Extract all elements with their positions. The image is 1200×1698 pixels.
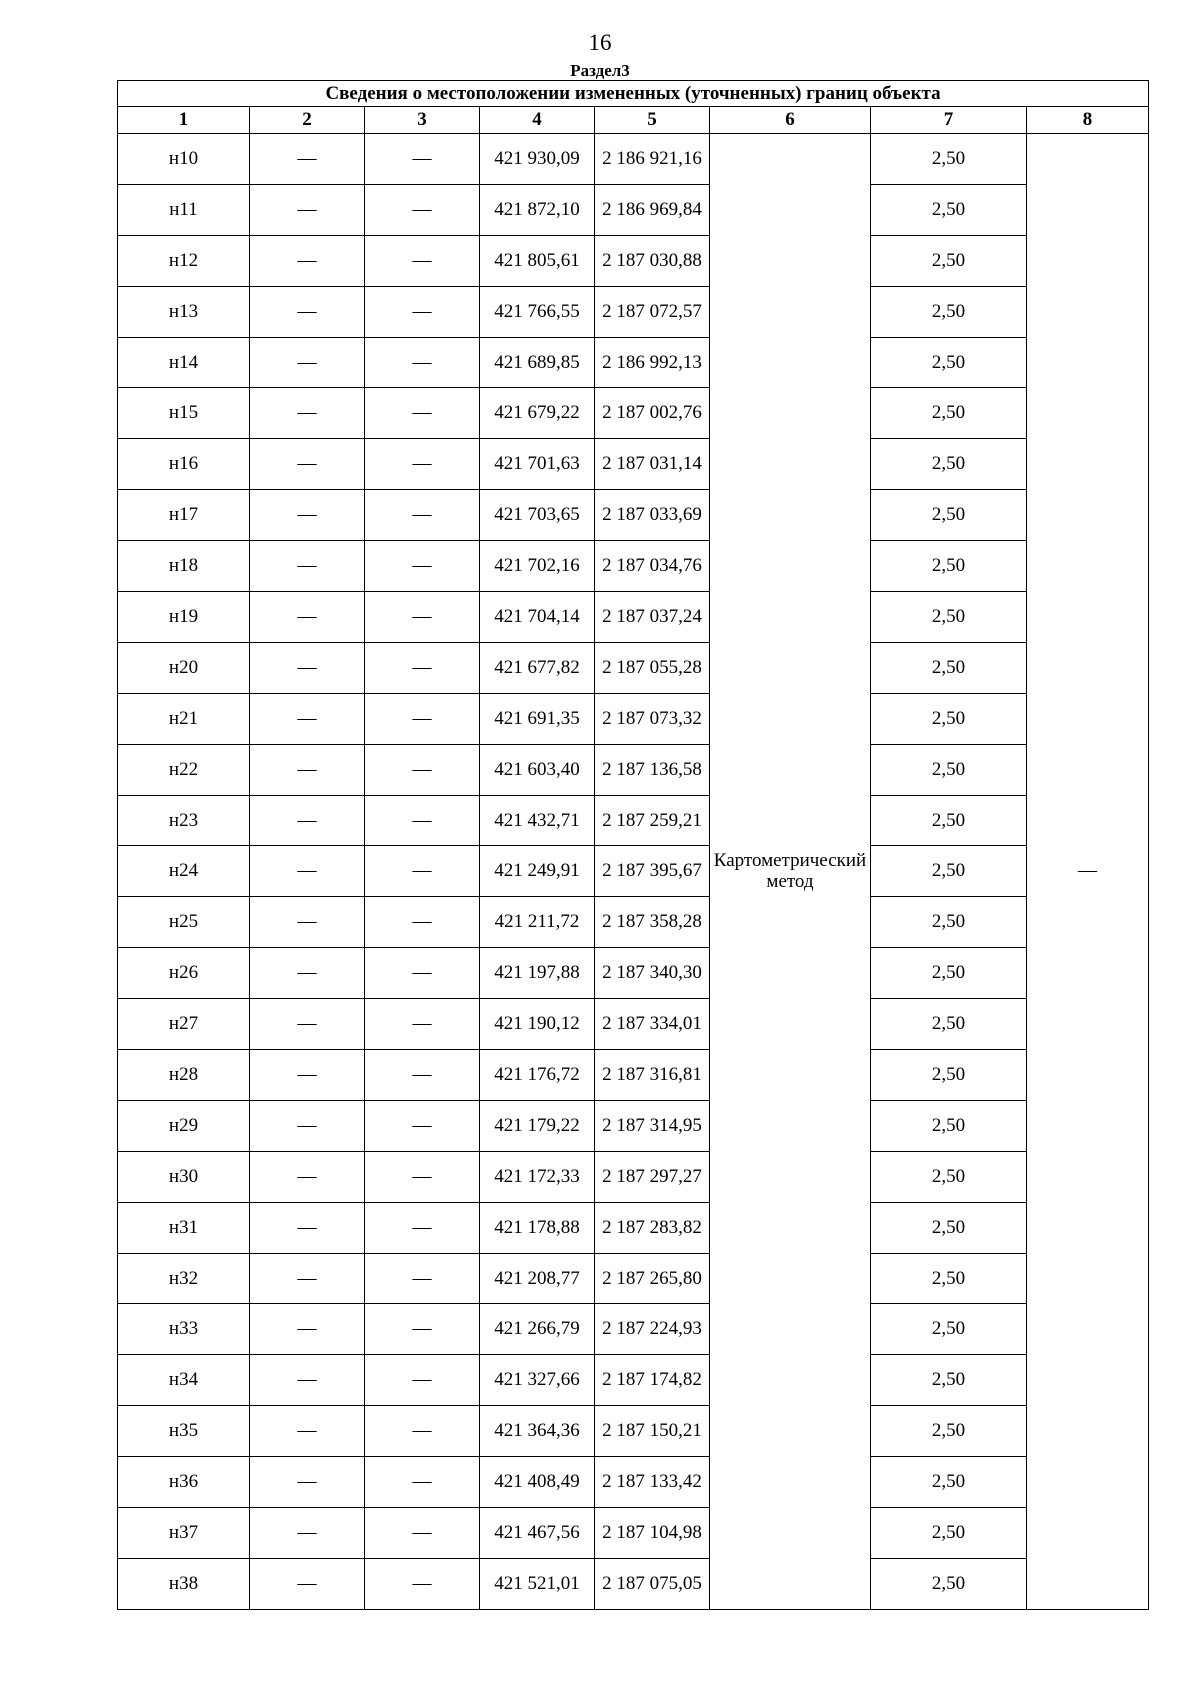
accuracy-cell: 2,50 <box>871 337 1027 388</box>
table-row <box>118 795 1149 846</box>
column-2-cell: — <box>250 1151 365 1202</box>
column-3-cell: — <box>365 592 480 643</box>
point-number-cell: н10 <box>118 134 250 185</box>
y-coordinate-cell: 2 187 297,27 <box>595 1151 710 1202</box>
table-row <box>118 744 1149 795</box>
column-2-cell: — <box>250 388 365 439</box>
accuracy-cell: 2,50 <box>871 1457 1027 1508</box>
accuracy-cell: 2,50 <box>871 795 1027 846</box>
column-2-cell: — <box>250 1558 365 1609</box>
column-2-cell: — <box>250 999 365 1050</box>
column-3-cell: — <box>365 948 480 999</box>
x-coordinate-cell: 421 408,49 <box>480 1457 595 1508</box>
column-2-cell: — <box>250 1406 365 1457</box>
x-coordinate-cell: 421 703,65 <box>480 490 595 541</box>
x-coordinate-cell: 421 364,36 <box>480 1406 595 1457</box>
accuracy-cell: 2,50 <box>871 592 1027 643</box>
accuracy-cell: 2,50 <box>871 1406 1027 1457</box>
point-number-cell: н28 <box>118 1050 250 1101</box>
column-3-cell: — <box>365 439 480 490</box>
column-3-cell: — <box>365 744 480 795</box>
table-row <box>118 541 1149 592</box>
y-coordinate-cell: 2 186 921,16 <box>595 134 710 185</box>
column-3-cell: — <box>365 337 480 388</box>
y-coordinate-cell: 2 187 314,95 <box>595 1100 710 1151</box>
table-row <box>118 846 1149 897</box>
column-3-cell: — <box>365 1355 480 1406</box>
column-3-cell: — <box>365 1050 480 1101</box>
column-8-cell: — <box>1027 134 1149 1610</box>
accuracy-cell: 2,50 <box>871 286 1027 337</box>
table-row <box>118 134 1149 185</box>
column-2-cell: — <box>250 592 365 643</box>
column-3-cell: — <box>365 999 480 1050</box>
x-coordinate-cell: 421 211,72 <box>480 897 595 948</box>
column-2-cell: — <box>250 235 365 286</box>
table-row <box>118 592 1149 643</box>
point-number-cell: н38 <box>118 1558 250 1609</box>
y-coordinate-cell: 2 187 031,14 <box>595 439 710 490</box>
x-coordinate-cell: 421 208,77 <box>480 1253 595 1304</box>
column-number: 4 <box>480 107 595 134</box>
accuracy-cell: 2,50 <box>871 1304 1027 1355</box>
column-number: 2 <box>250 107 365 134</box>
y-coordinate-cell: 2 187 259,21 <box>595 795 710 846</box>
column-3-cell: — <box>365 897 480 948</box>
point-number-cell: н27 <box>118 999 250 1050</box>
column-2-cell: — <box>250 439 365 490</box>
accuracy-cell: 2,50 <box>871 948 1027 999</box>
y-coordinate-cell: 2 187 358,28 <box>595 897 710 948</box>
column-3-cell: — <box>365 1508 480 1559</box>
table-row <box>118 1558 1149 1609</box>
column-2-cell: — <box>250 490 365 541</box>
accuracy-cell: 2,50 <box>871 897 1027 948</box>
y-coordinate-cell: 2 187 073,32 <box>595 693 710 744</box>
point-number-cell: н11 <box>118 184 250 235</box>
point-number-cell: н34 <box>118 1355 250 1406</box>
y-coordinate-cell: 2 187 395,67 <box>595 846 710 897</box>
column-number: 3 <box>365 107 480 134</box>
y-coordinate-cell: 2 187 150,21 <box>595 1406 710 1457</box>
x-coordinate-cell: 421 603,40 <box>480 744 595 795</box>
column-2-cell: — <box>250 1457 365 1508</box>
point-number-cell: н29 <box>118 1100 250 1151</box>
accuracy-cell: 2,50 <box>871 1355 1027 1406</box>
accuracy-cell: 2,50 <box>871 1100 1027 1151</box>
y-coordinate-cell: 2 187 136,58 <box>595 744 710 795</box>
column-2-cell: — <box>250 134 365 185</box>
column-2-cell: — <box>250 897 365 948</box>
column-number: 6 <box>710 107 871 134</box>
accuracy-cell: 2,50 <box>871 184 1027 235</box>
point-number-cell: н37 <box>118 1508 250 1559</box>
table-row <box>118 1151 1149 1202</box>
y-coordinate-cell: 2 187 174,82 <box>595 1355 710 1406</box>
accuracy-cell: 2,50 <box>871 1558 1027 1609</box>
table-row <box>118 999 1149 1050</box>
accuracy-cell: 2,50 <box>871 388 1027 439</box>
accuracy-cell: 2,50 <box>871 642 1027 693</box>
table-row <box>118 1355 1149 1406</box>
column-3-cell: — <box>365 388 480 439</box>
point-number-cell: н17 <box>118 490 250 541</box>
x-coordinate-cell: 421 432,71 <box>480 795 595 846</box>
x-coordinate-cell: 421 766,55 <box>480 286 595 337</box>
table-row <box>118 337 1149 388</box>
point-number-cell: н25 <box>118 897 250 948</box>
column-number: 8 <box>1027 107 1149 134</box>
point-number-cell: н36 <box>118 1457 250 1508</box>
x-coordinate-cell: 421 179,22 <box>480 1100 595 1151</box>
column-3-cell: — <box>365 1202 480 1253</box>
y-coordinate-cell: 2 187 265,80 <box>595 1253 710 1304</box>
x-coordinate-cell: 421 521,01 <box>480 1558 595 1609</box>
y-coordinate-cell: 2 187 037,24 <box>595 592 710 643</box>
column-2-cell: — <box>250 693 365 744</box>
table-row <box>118 1050 1149 1101</box>
point-number-cell: н21 <box>118 693 250 744</box>
table-body <box>118 134 1149 1610</box>
table-row <box>118 490 1149 541</box>
point-number-cell: н19 <box>118 592 250 643</box>
table-row <box>118 1202 1149 1253</box>
column-number: 7 <box>871 107 1027 134</box>
x-coordinate-cell: 421 691,35 <box>480 693 595 744</box>
y-coordinate-cell: 2 187 340,30 <box>595 948 710 999</box>
table-row <box>118 897 1149 948</box>
column-2-cell: — <box>250 1253 365 1304</box>
x-coordinate-cell: 421 701,63 <box>480 439 595 490</box>
column-3-cell: — <box>365 693 480 744</box>
table-row <box>118 388 1149 439</box>
x-coordinate-cell: 421 172,33 <box>480 1151 595 1202</box>
point-number-cell: н20 <box>118 642 250 693</box>
column-2-cell: — <box>250 948 365 999</box>
column-3-cell: — <box>365 846 480 897</box>
column-2-cell: — <box>250 846 365 897</box>
column-3-cell: — <box>365 1304 480 1355</box>
page-number: 16 <box>588 30 612 55</box>
x-coordinate-cell: 421 679,22 <box>480 388 595 439</box>
accuracy-cell: 2,50 <box>871 541 1027 592</box>
x-coordinate-cell: 421 930,09 <box>480 134 595 185</box>
x-coordinate-cell: 421 190,12 <box>480 999 595 1050</box>
x-coordinate-cell: 421 704,14 <box>480 592 595 643</box>
x-coordinate-cell: 421 266,79 <box>480 1304 595 1355</box>
x-coordinate-cell: 421 677,82 <box>480 642 595 693</box>
point-number-cell: н32 <box>118 1253 250 1304</box>
column-3-cell: — <box>365 286 480 337</box>
x-coordinate-cell: 421 467,56 <box>480 1508 595 1559</box>
point-number-cell: н31 <box>118 1202 250 1253</box>
table-row <box>118 1508 1149 1559</box>
column-3-cell: — <box>365 1100 480 1151</box>
y-coordinate-cell: 2 187 283,82 <box>595 1202 710 1253</box>
y-coordinate-cell: 2 187 002,76 <box>595 388 710 439</box>
point-number-cell: н30 <box>118 1151 250 1202</box>
y-coordinate-cell: 2 187 034,76 <box>595 541 710 592</box>
x-coordinate-cell: 421 176,72 <box>480 1050 595 1101</box>
x-coordinate-cell: 421 178,88 <box>480 1202 595 1253</box>
boundary-coordinates-table <box>117 80 1149 1610</box>
column-2-cell: — <box>250 744 365 795</box>
x-coordinate-cell: 421 872,10 <box>480 184 595 235</box>
accuracy-cell: 2,50 <box>871 744 1027 795</box>
column-2-cell: — <box>250 541 365 592</box>
point-number-cell: н24 <box>118 846 250 897</box>
y-coordinate-cell: 2 187 104,98 <box>595 1508 710 1559</box>
point-number-cell: н26 <box>118 948 250 999</box>
column-2-cell: — <box>250 1304 365 1355</box>
table-row <box>118 1100 1149 1151</box>
accuracy-cell: 2,50 <box>871 999 1027 1050</box>
column-2-cell: — <box>250 184 365 235</box>
x-coordinate-cell: 421 327,66 <box>480 1355 595 1406</box>
y-coordinate-cell: 2 187 033,69 <box>595 490 710 541</box>
method-cell: Картометрический метод <box>710 134 871 1610</box>
accuracy-cell: 2,50 <box>871 235 1027 286</box>
column-3-cell: — <box>365 1151 480 1202</box>
table-row <box>118 286 1149 337</box>
accuracy-cell: 2,50 <box>871 490 1027 541</box>
x-coordinate-cell: 421 702,16 <box>480 541 595 592</box>
column-number: 5 <box>595 107 710 134</box>
x-coordinate-cell: 421 249,91 <box>480 846 595 897</box>
y-coordinate-cell: 2 187 224,93 <box>595 1304 710 1355</box>
column-3-cell: — <box>365 1253 480 1304</box>
column-2-cell: — <box>250 1508 365 1559</box>
x-coordinate-cell: 421 689,85 <box>480 337 595 388</box>
x-coordinate-cell: 421 197,88 <box>480 948 595 999</box>
column-3-cell: — <box>365 642 480 693</box>
y-coordinate-cell: 2 187 334,01 <box>595 999 710 1050</box>
table-row <box>118 235 1149 286</box>
table-row <box>118 693 1149 744</box>
column-2-cell: — <box>250 1100 365 1151</box>
y-coordinate-cell: 2 187 055,28 <box>595 642 710 693</box>
table-row <box>118 1253 1149 1304</box>
table-row <box>118 1406 1149 1457</box>
point-number-cell: н16 <box>118 439 250 490</box>
point-number-cell: н22 <box>118 744 250 795</box>
y-coordinate-cell: 2 187 075,05 <box>595 1558 710 1609</box>
column-3-cell: — <box>365 490 480 541</box>
table-row <box>118 642 1149 693</box>
table-row <box>118 184 1149 235</box>
point-number-cell: н12 <box>118 235 250 286</box>
column-3-cell: — <box>365 541 480 592</box>
y-coordinate-cell: 2 187 072,57 <box>595 286 710 337</box>
y-coordinate-cell: 2 187 133,42 <box>595 1457 710 1508</box>
accuracy-cell: 2,50 <box>871 134 1027 185</box>
y-coordinate-cell: 2 186 969,84 <box>595 184 710 235</box>
column-3-cell: — <box>365 1457 480 1508</box>
accuracy-cell: 2,50 <box>871 1253 1027 1304</box>
accuracy-cell: 2,50 <box>871 1151 1027 1202</box>
y-coordinate-cell: 2 186 992,13 <box>595 337 710 388</box>
column-2-cell: — <box>250 337 365 388</box>
column-3-cell: — <box>365 795 480 846</box>
point-number-cell: н18 <box>118 541 250 592</box>
column-3-cell: — <box>365 235 480 286</box>
column-2-cell: — <box>250 286 365 337</box>
accuracy-cell: 2,50 <box>871 1202 1027 1253</box>
accuracy-cell: 2,50 <box>871 693 1027 744</box>
point-number-cell: н33 <box>118 1304 250 1355</box>
point-number-cell: н14 <box>118 337 250 388</box>
table-row <box>118 1457 1149 1508</box>
accuracy-cell: 2,50 <box>871 439 1027 490</box>
column-2-cell: — <box>250 1050 365 1101</box>
table-title: Сведения о местоположении измененных (уточненных) границ объекта <box>118 81 1149 107</box>
column-2-cell: — <box>250 642 365 693</box>
point-number-cell: н13 <box>118 286 250 337</box>
accuracy-cell: 2,50 <box>871 846 1027 897</box>
point-number-cell: н23 <box>118 795 250 846</box>
table-row <box>118 439 1149 490</box>
y-coordinate-cell: 2 187 316,81 <box>595 1050 710 1101</box>
table-row <box>118 1304 1149 1355</box>
table-row <box>118 948 1149 999</box>
column-number-row <box>118 107 1149 134</box>
section-title: Раздел3 <box>570 61 630 80</box>
point-number-cell: н15 <box>118 388 250 439</box>
column-2-cell: — <box>250 1355 365 1406</box>
column-number: 1 <box>118 107 250 134</box>
column-2-cell: — <box>250 795 365 846</box>
accuracy-cell: 2,50 <box>871 1508 1027 1559</box>
column-3-cell: — <box>365 1558 480 1609</box>
x-coordinate-cell: 421 805,61 <box>480 235 595 286</box>
y-coordinate-cell: 2 187 030,88 <box>595 235 710 286</box>
column-3-cell: — <box>365 184 480 235</box>
point-number-cell: н35 <box>118 1406 250 1457</box>
column-2-cell: — <box>250 1202 365 1253</box>
column-3-cell: — <box>365 134 480 185</box>
accuracy-cell: 2,50 <box>871 1050 1027 1101</box>
column-3-cell: — <box>365 1406 480 1457</box>
